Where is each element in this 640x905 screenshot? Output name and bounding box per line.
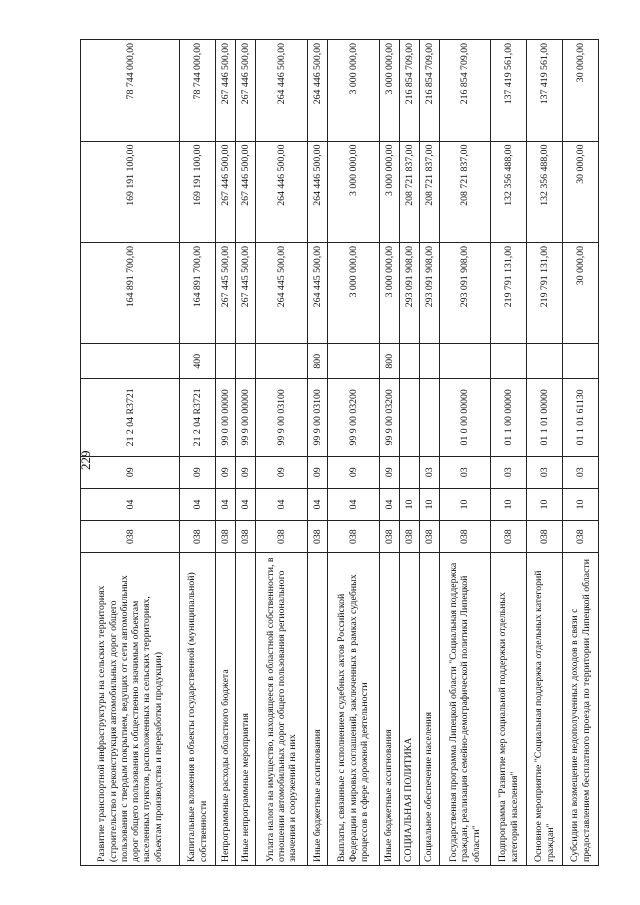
amount-year1: 219 791 131,00 <box>527 242 563 343</box>
table-row <box>81 40 180 866</box>
amount-year1: 30 000,00 <box>563 242 599 343</box>
target-article-code: 99 9 00 03100 <box>256 379 308 457</box>
amount-year1: 267 445 500,00 <box>236 242 256 343</box>
amount-year1: 267 445 500,00 <box>216 242 236 343</box>
razdel-code: 04 <box>81 488 180 520</box>
razdel-code: 10 <box>419 488 439 520</box>
row-name: Иные бюджетные ассигнования <box>307 553 327 866</box>
row-name: Субсидии на возмещение недополученных доходов в связи с предоставлением бесплатного проезда по территории Липецкой области <box>563 553 599 866</box>
razdel-code: 10 <box>527 488 563 520</box>
amount-year3: 137 419 561,00 <box>491 40 527 142</box>
glava-code: 038 <box>563 521 599 553</box>
glava-code: 038 <box>439 521 491 553</box>
table-row <box>236 40 256 866</box>
razdel-code: 10 <box>491 488 527 520</box>
target-article-code <box>399 379 419 457</box>
razdel-code: 04 <box>307 488 327 520</box>
amount-year2: 132 356 488,00 <box>527 141 563 242</box>
row-name: Развитие транспортной инфраструктуры на сельских территориях (строительство и реконструкция автомобильных дорог общего пользования с твердым покрытием, ведущих от сети автомобильных дорог общего пользования к общественно значимым объектам населенных пунктов, расположенных на сельских территориях, объектам производства и переработки продукции) <box>81 553 180 866</box>
amount-year3: 137 419 561,00 <box>527 40 563 142</box>
glava-code: 038 <box>527 521 563 553</box>
razdel-code: 04 <box>327 488 379 520</box>
expense-type-code <box>236 344 256 379</box>
expense-type-code <box>256 344 308 379</box>
podrazdel-code: 09 <box>236 456 256 488</box>
glava-code: 038 <box>216 521 236 553</box>
expense-type-code <box>327 344 379 379</box>
razdel-code: 04 <box>379 488 399 520</box>
razdel-code: 04 <box>256 488 308 520</box>
target-article-code: 01 1 01 00000 <box>527 379 563 457</box>
target-article-code: 01 1 00 00000 <box>491 379 527 457</box>
razdel-code: 04 <box>236 488 256 520</box>
podrazdel-code <box>399 456 419 488</box>
razdel-code: 10 <box>399 488 419 520</box>
amount-year3: 3 000 000,00 <box>379 40 399 142</box>
glava-code: 038 <box>236 521 256 553</box>
amount-year2: 30 000,00 <box>563 141 599 242</box>
podrazdel-code: 09 <box>180 456 216 488</box>
glava-code: 038 <box>399 521 419 553</box>
target-article-code: 21 2 04 R3721 <box>180 379 216 457</box>
amount-year1: 3 000 000,00 <box>379 242 399 343</box>
target-article-code: 99 9 00 03200 <box>379 379 399 457</box>
target-article-code: 21 2 04 R3721 <box>81 379 180 457</box>
target-article-code: 99 0 00 00000 <box>216 379 236 457</box>
amount-year3: 264 446 500,00 <box>256 40 308 142</box>
row-name: Иные непрограммные мероприятия <box>236 553 256 866</box>
podrazdel-code: 09 <box>256 456 308 488</box>
expense-type-code <box>399 344 419 379</box>
expense-type-code <box>563 344 599 379</box>
row-name: Социальное обеспечение населения <box>419 553 439 866</box>
amount-year2: 208 721 837,00 <box>419 141 439 242</box>
row-name: Выплаты, связанные с исполнением судебных актов Российской Федерации и мировых соглашений, заключенных в рамках судебных процессов в сфере дорожной деятельности <box>327 553 379 866</box>
podrazdel-code: 03 <box>491 456 527 488</box>
expense-type-code <box>491 344 527 379</box>
podrazdel-code: 03 <box>563 456 599 488</box>
row-name: Иные бюджетные ассигнования <box>379 553 399 866</box>
table-row <box>379 40 399 866</box>
expense-type-code: 800 <box>379 344 399 379</box>
row-name: Государственная программа Липецкой области "Социальная поддержка граждан, реализация семейно-демографической политики Липецкой области" <box>439 553 491 866</box>
amount-year1: 264 445 500,00 <box>307 242 327 343</box>
amount-year3: 30 000,00 <box>563 40 599 142</box>
podrazdel-code: 03 <box>527 456 563 488</box>
target-article-code: 01 0 00 00000 <box>439 379 491 457</box>
target-article-code: 99 9 00 03100 <box>307 379 327 457</box>
target-article-code: 99 9 00 00000 <box>236 379 256 457</box>
amount-year3: 267 446 500,00 <box>216 40 236 142</box>
table-row <box>307 40 327 866</box>
glava-code: 038 <box>491 521 527 553</box>
glava-code: 038 <box>256 521 308 553</box>
expense-type-code: 400 <box>180 344 216 379</box>
table-row <box>399 40 419 866</box>
podrazdel-code: 09 <box>307 456 327 488</box>
rotated-table-container <box>80 39 599 866</box>
target-article-code: 99 9 00 03200 <box>327 379 379 457</box>
amount-year2: 264 446 500,00 <box>307 141 327 242</box>
table-row <box>527 40 563 866</box>
row-name: Основное мероприятие "Социальная поддержка отдельных категорий граждан" <box>527 553 563 866</box>
table-row <box>256 40 308 866</box>
amount-year3: 216 854 709,00 <box>439 40 491 142</box>
table-row <box>327 40 379 866</box>
glava-code: 038 <box>81 521 180 553</box>
target-article-code: 01 1 01 61130 <box>563 379 599 457</box>
podrazdel-code: 09 <box>81 456 180 488</box>
amount-year1: 164 891 700,00 <box>81 242 180 343</box>
expense-type-code: 800 <box>307 344 327 379</box>
amount-year3: 264 446 500,00 <box>307 40 327 142</box>
amount-year2: 169 191 100,00 <box>180 141 216 242</box>
expense-type-code <box>216 344 236 379</box>
amount-year2: 208 721 837,00 <box>399 141 419 242</box>
row-name: Непрограммные расходы областного бюджета <box>216 553 236 866</box>
podrazdel-code: 09 <box>216 456 236 488</box>
table-row <box>180 40 216 866</box>
amount-year2: 208 721 837,00 <box>439 141 491 242</box>
table-row <box>563 40 599 866</box>
amount-year2: 3 000 000,00 <box>327 141 379 242</box>
table-row <box>216 40 236 866</box>
razdel-code: 10 <box>563 488 599 520</box>
expense-type-code <box>419 344 439 379</box>
razdel-code: 04 <box>216 488 236 520</box>
expense-type-code <box>439 344 491 379</box>
podrazdel-code: 03 <box>419 456 439 488</box>
glava-code: 038 <box>379 521 399 553</box>
amount-year1: 164 891 700,00 <box>180 242 216 343</box>
page-number: 229 <box>78 450 93 470</box>
amount-year3: 216 854 709,00 <box>399 40 419 142</box>
expense-type-code <box>527 344 563 379</box>
amount-year2: 132 356 488,00 <box>491 141 527 242</box>
amount-year1: 3 000 000,00 <box>327 242 379 343</box>
amount-year1: 264 445 500,00 <box>256 242 308 343</box>
table-row <box>419 40 439 866</box>
row-name: Подпрограмма "Развитие мер социальной поддержки отдельных категорий населения" <box>491 553 527 866</box>
budget-table <box>80 39 599 866</box>
table-row <box>491 40 527 866</box>
row-name: Капитальные вложения в объекты государственной (муниципальной) собственности <box>180 553 216 866</box>
glava-code: 038 <box>180 521 216 553</box>
amount-year3: 267 446 500,00 <box>236 40 256 142</box>
razdel-code: 10 <box>439 488 491 520</box>
target-article-code <box>419 379 439 457</box>
razdel-code: 04 <box>180 488 216 520</box>
amount-year3: 78 744 000,00 <box>81 40 180 142</box>
podrazdel-code: 09 <box>327 456 379 488</box>
expense-type-code <box>81 344 180 379</box>
amount-year3: 216 854 709,00 <box>419 40 439 142</box>
amount-year1: 219 791 131,00 <box>491 242 527 343</box>
amount-year2: 267 446 500,00 <box>216 141 236 242</box>
table-row <box>439 40 491 866</box>
amount-year3: 78 744 000,00 <box>180 40 216 142</box>
amount-year2: 267 446 500,00 <box>236 141 256 242</box>
amount-year3: 3 000 000,00 <box>327 40 379 142</box>
glava-code: 038 <box>327 521 379 553</box>
amount-year2: 264 446 500,00 <box>256 141 308 242</box>
podrazdel-code: 03 <box>439 456 491 488</box>
row-name: СОЦИАЛЬНАЯ ПОЛИТИКА <box>399 553 419 866</box>
amount-year1: 293 091 908,00 <box>419 242 439 343</box>
row-name: Уплата налога на имущество, находящееся в областной собственности, в отношении автомобильных дорог общего пользования регионального значения и сооружений на них <box>256 553 308 866</box>
glava-code: 038 <box>307 521 327 553</box>
podrazdel-code: 09 <box>379 456 399 488</box>
amount-year1: 293 091 908,00 <box>399 242 419 343</box>
amount-year2: 169 191 100,00 <box>81 141 180 242</box>
amount-year2: 3 000 000,00 <box>379 141 399 242</box>
amount-year1: 293 091 908,00 <box>439 242 491 343</box>
glava-code: 038 <box>419 521 439 553</box>
